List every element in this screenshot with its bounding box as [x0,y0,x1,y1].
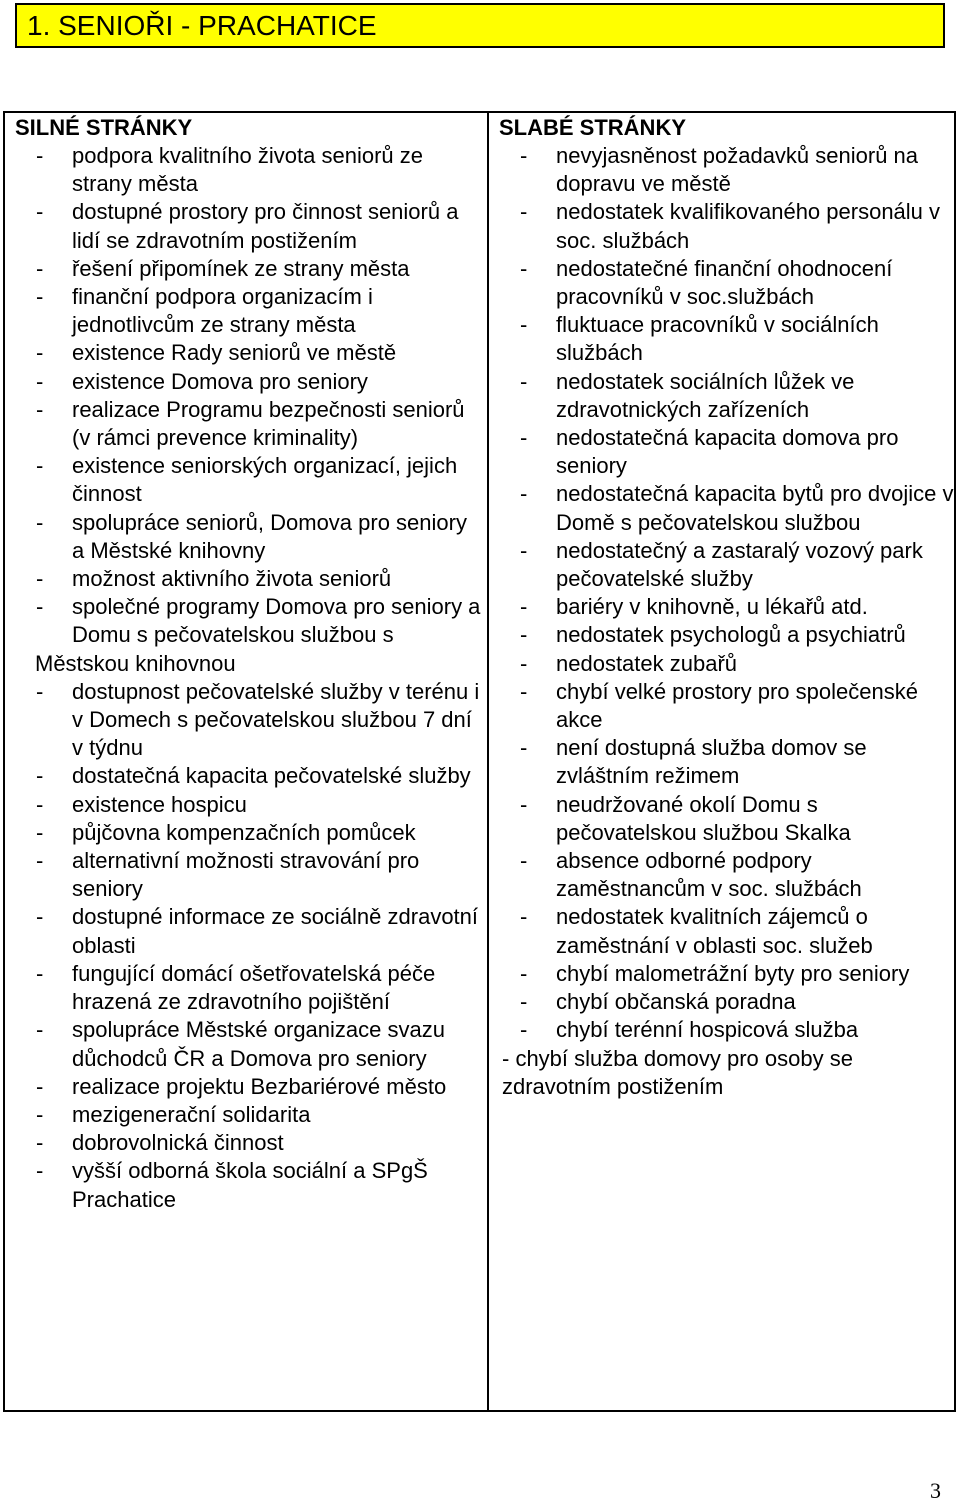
weakness-item [499,678,955,734]
weaknesses-header: SLABÉ STRÁNKY [499,115,687,140]
page-title: 1. SENIOŘI - PRACHATICE [27,10,377,41]
list-dash: - [36,509,44,535]
list-dash: - [36,199,44,225]
weakness-item-text: chybí malometrážní byty pro seniory [556,960,910,986]
column-divider [487,113,489,1410]
weakness-item-text: neudržované okolí Domu s pečovatelskou službou Skalka [556,791,851,845]
strength-item [15,509,483,565]
weakness-item-text: fluktuace pracovníků v sociálních službách [556,312,879,366]
list-dash: - [520,368,528,394]
strength-item-text: mezigenerační solidarita [72,1101,311,1127]
strength-item-text: společné programy Domova pro seniory a Domu s pečovatelskou službou s [72,594,481,648]
list-dash: - [36,791,44,817]
list-dash: - [36,340,44,366]
strength-item-text: realizace Programu bezpečnosti seniorů (v rámci prevence kriminality) [72,396,465,451]
strength-item [15,1016,483,1072]
weakness-item [499,621,955,649]
strength-item-text: existence hospicu [72,791,247,817]
strength-item-text: Městskou knihovnou [35,650,236,676]
weakness-item [499,142,955,198]
list-dash: - [520,848,528,874]
strength-item-text: půjčovna kompenzačních pomůcek [72,819,416,845]
strength-item [15,565,483,593]
strengths-header: SILNÉ STRÁNKY [15,115,193,140]
weakness-item [499,198,955,254]
strength-item [15,142,483,198]
weakness-item [499,650,955,678]
weakness-item [499,480,955,536]
strength-item [15,368,483,396]
list-dash: - [36,143,44,168]
weakness-item [499,960,955,988]
list-dash: - [520,255,528,281]
strength-item-text: spolupráce seniorů, Domova pro seniory a Městské knihovny [72,509,467,563]
weakness-item-text: není dostupná služba domov se zvláštním režimem [556,735,867,789]
strength-item-text: realizace projektu Bezbariérové město [72,1073,447,1099]
strength-item [15,960,483,1016]
strength-item-text: dostupné prostory pro činnost seniorů a lidí se zdravotním postižením [72,199,459,253]
strength-item [15,283,483,339]
weakness-item [499,368,955,424]
list-dash: - [520,537,528,563]
list-dash: - [520,594,528,620]
weakness-item-text: - chybí služba domovy pro osoby se zdravotním postižením [502,1045,853,1099]
strength-item-text: existence Domova pro seniory [72,368,368,394]
strength-item [15,903,483,959]
list-dash: - [36,1101,44,1127]
strength-item [15,819,483,847]
weakness-item [499,734,955,790]
strength-item [15,1073,483,1101]
weakness-item-text: nedostatečná kapacita domova pro seniory [556,425,899,479]
list-dash: - [520,1017,528,1043]
weakness-item [499,311,955,367]
list-dash: - [520,199,528,225]
list-dash: - [520,791,528,817]
weakness-item [499,1016,955,1044]
strength-item-text: dostupné informace ze sociálně zdravotní oblasti [72,904,479,958]
strength-item [15,1101,483,1129]
strength-item-text: podpora kvalitního života seniorů ze strany města [72,143,423,197]
strength-item [15,198,483,254]
weaknesses-list [499,142,955,1101]
page-title-banner [15,3,945,48]
list-dash: - [520,425,528,451]
list-dash: - [520,989,528,1015]
list-dash: - [36,904,44,930]
weakness-item-text: nevyjasněnost požadavků seniorů na dopravu ve městě [556,143,919,197]
weakness-item [499,424,955,480]
strength-item [15,650,483,678]
weakness-item [499,593,955,621]
strength-item-text: existence seniorských organizací, jejich činnost [72,453,458,507]
strength-item-text: alternativní možnosti stravování pro seniory [72,848,420,902]
weakness-item-text: bariéry v knihovně, u lékařů atd. [556,594,868,620]
strength-item-text: finanční podpora organizacím i jednotlivcům ze strany města [72,284,373,338]
weakness-item-text: nedostatečná kapacita bytů pro dvojice v Domě s pečovatelskou službou [556,481,954,535]
weakness-item-text: nedostatek kvalifikovaného personálu v soc. službách [556,199,941,253]
weakness-item [499,537,955,593]
list-dash: - [36,1158,44,1184]
strength-item [15,847,483,903]
strength-item [15,339,483,367]
list-dash: - [36,594,44,620]
weakness-item-text: absence odborné podpory zaměstnancům v soc. službách [556,848,862,902]
strength-item-text: spolupráce Městské organizace svazu důchodců ČR a Domova pro seniory [72,1017,445,1071]
list-dash: - [36,453,44,479]
list-dash: - [36,566,44,592]
strength-item-text: dobrovolnická činnost [72,1130,284,1156]
list-dash: - [520,481,528,507]
list-dash: - [520,622,528,648]
strength-item-text: řešení připomínek ze strany města [72,255,410,281]
weakness-item-text: nedostatek zubařů [556,650,738,676]
strength-item-text: existence Rady seniorů ve městě [72,340,397,366]
list-dash: - [520,143,528,168]
weakness-item-text: nedostatek sociálních lůžek ve zdravotnických zařízeních [556,368,855,422]
list-dash: - [36,1017,44,1043]
strengths-list [15,142,483,1214]
list-dash: - [36,255,44,281]
list-dash: - [520,904,528,930]
list-dash: - [36,819,44,845]
weakness-item [499,988,955,1016]
weakness-item [499,847,955,903]
list-dash: - [520,312,528,338]
weakness-item-text: nedostatečný a zastaralý vozový park pečovatelské služby [556,537,923,592]
strengths-column [15,113,483,1214]
list-dash: - [36,368,44,394]
weaknesses-column [499,113,955,1101]
strength-item-text: možnost aktivního života seniorů [72,566,392,592]
list-dash: - [36,848,44,874]
strength-item [15,762,483,790]
list-dash: - [36,1130,44,1156]
strength-item [15,396,483,452]
strength-item [15,791,483,819]
list-dash: - [36,1073,44,1099]
strength-item [15,678,483,763]
strength-item [15,593,483,649]
list-dash: - [520,650,528,676]
list-dash: - [36,396,44,422]
strength-item-text: dostatečná kapacita pečovatelské služby [72,763,471,789]
list-dash: - [36,763,44,789]
list-dash: - [36,960,44,986]
weakness-item-text: chybí občanská poradna [556,989,796,1015]
list-dash: - [520,678,528,704]
swot-table [3,111,956,1412]
weakness-item-text: chybí terénní hospicová služba [556,1017,859,1043]
strength-item [15,452,483,508]
list-dash: - [520,960,528,986]
weakness-item [499,255,955,311]
strength-item [15,1157,483,1213]
weakness-item-text: chybí velké prostory pro společenské akce [556,678,918,733]
weakness-item [499,791,955,847]
strength-item [15,1129,483,1157]
strength-item-text: vyšší odborná škola sociální a SPgŠ Prachatice [72,1158,428,1212]
weakness-item [499,1045,955,1101]
page-number: 3 [930,1478,941,1503]
weakness-item-text: nedostatek psychologů a psychiatrů [556,622,906,648]
strength-item-text: fungující domácí ošetřovatelská péče hrazená ze zdravotního pojištění [72,960,436,1015]
strength-item-text: dostupnost pečovatelské služby v terénu i v Domech s pečovatelskou službou 7 dní v týdnu [72,678,480,761]
list-dash: - [520,735,528,761]
list-dash: - [36,284,44,310]
weakness-item-text: nedostatek kvalitních zájemců o zaměstnání v oblasti soc. služeb [556,904,873,958]
weakness-item-text: nedostatečné finanční ohodnocení pracovníků v soc.službách [556,255,893,310]
strength-item [15,255,483,283]
list-dash: - [36,678,44,704]
weakness-item [499,903,955,959]
